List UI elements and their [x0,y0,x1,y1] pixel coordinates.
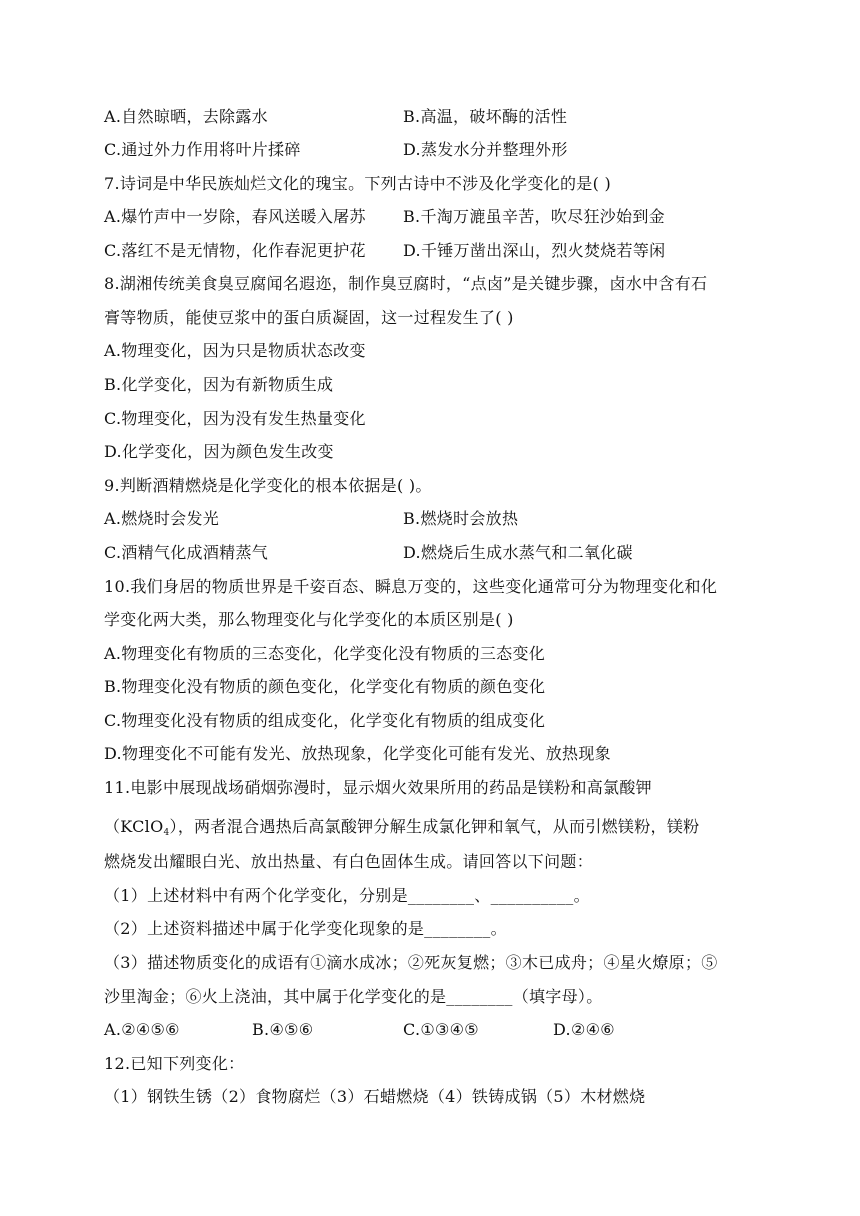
q11-formula-subscript: 4 [163,828,170,838]
q11-options-row [104,1019,615,1041]
q7-option-b: B.千淘万漉虽辛苦，吹尽狂沙始到金 [403,207,665,226]
q11-formula-open: （KClO [104,817,164,836]
q9-stem: 9.判断酒精燃烧是化学变化的根本依据是( )。 [104,476,432,495]
q9-options-row-1 [104,508,519,530]
q9-option-b: B.燃烧时会放热 [403,509,519,528]
q12-stem: 12.已知下列变化： [104,1054,245,1073]
q9-option-d: D.燃烧后生成水蒸气和二氧化碳 [403,543,633,562]
q9-options-row-2 [104,542,633,564]
top-option-d: D.蒸发水分并整理外形 [403,140,568,159]
top-options-row-1 [104,106,568,128]
q8-option-b: B.化学变化，因为有新物质生成 [104,375,334,394]
q12-items: （1）钢铁生锈（2）食物腐烂（3）石蜡燃烧（4）铁铸成锅（5）木材燃烧 [104,1087,646,1106]
q11-option-d: D.②④⑥ [553,1020,615,1039]
q11-formula-rest: ），两者混合遇热后高氯酸钾分解生成氯化钾和氧气，从而引燃镁粉，镁粉 [169,817,700,836]
q9-option-c: C.酒精气化成酒精蒸气 [104,543,269,562]
top-option-c: C.通过外力作用将叶片揉碎 [104,140,301,159]
q11-option-c: C.①③④⑤ [403,1020,479,1039]
q10-stem-line-2: 学变化两大类，那么物理变化与化学变化的本质区别是( ) [104,610,514,629]
q7-option-a: A.爆竹声中一岁除，春风送暖入屠苏 [104,207,366,226]
q11-stem-line-1: 11.电影中展现战场硝烟弥漫时，显示烟火效果所用的药品是镁粉和高氯酸钾 [104,778,652,797]
q11-option-a: A.②④⑤⑥ [104,1020,180,1039]
q8-option-d: D.化学变化，因为颜色发生改变 [104,442,334,461]
q10-stem-line-1: 10.我们身居的物质世界是千姿百态、瞬息万变的，这些变化通常可分为物理变化和化 [104,577,718,596]
q10-option-a: A.物理变化有物质的三态变化，化学变化没有物质的三态变化 [104,644,546,663]
top-option-a: A.自然晾晒，去除露水 [104,107,268,126]
q7-option-c: C.落红不是无情物，化作春泥更护花 [104,241,366,260]
q10-option-b: B.物理变化没有物质的颜色变化，化学变化有物质的颜色变化 [104,677,546,696]
q7-stem: 7.诗词是中华民族灿烂文化的瑰宝。下列古诗中不涉及化学变化的是( ) [104,174,612,193]
q11-sub-question-2: （2）上述资料描述中属于化学变化现象的是________。 [104,919,507,938]
q10-option-d: D.物理变化不可能有发光、放热现象，化学变化可能有发光、放热现象 [104,744,611,763]
q11-stem-line-2 [104,816,699,844]
q11-option-b: B.④⑤⑥ [252,1020,314,1039]
q7-options-row-2 [104,240,666,262]
q11-sub-question-3-line-2: 沙里淘金；⑥火上浇油，其中属于化学变化的是________（填字母）。 [104,987,603,1006]
q8-stem-line-1: 8.湖湘传统美食臭豆腐闻名遐迩，制作臭豆腐时，“点卤”是关键步骤，卤水中含有石 [104,274,708,293]
q8-option-a: A.物理变化，因为只是物质状态改变 [104,341,366,360]
q9-option-a: A.燃烧时会发光 [104,509,220,528]
q11-sub-question-1: （1）上述材料中有两个化学变化，分别是________、__________。 [104,886,590,905]
q10-option-c: C.物理变化没有物质的组成变化，化学变化有物质的组成变化 [104,711,546,730]
q8-option-c: C.物理变化，因为没有发生热量变化 [104,409,366,428]
q7-option-d: D.千锤万凿出深山，烈火焚烧若等闲 [403,241,666,260]
q11-sub-question-3-line-1: （3）描述物质变化的成语有①滴水成冰；②死灰复燃；③木已成舟；④星火燎原；⑤ [104,953,718,972]
q7-options-row-1 [104,206,665,228]
q8-stem-line-2: 膏等物质，能使豆浆中的蛋白质凝固，这一过程发生了( ) [104,308,514,327]
top-options-row-2 [104,139,568,161]
top-option-b: B.高温，破坏酶的活性 [403,107,568,126]
q11-stem-line-3: 燃烧发出耀眼白光、放出热量、有白色固体生成。请回答以下问题： [104,852,594,871]
